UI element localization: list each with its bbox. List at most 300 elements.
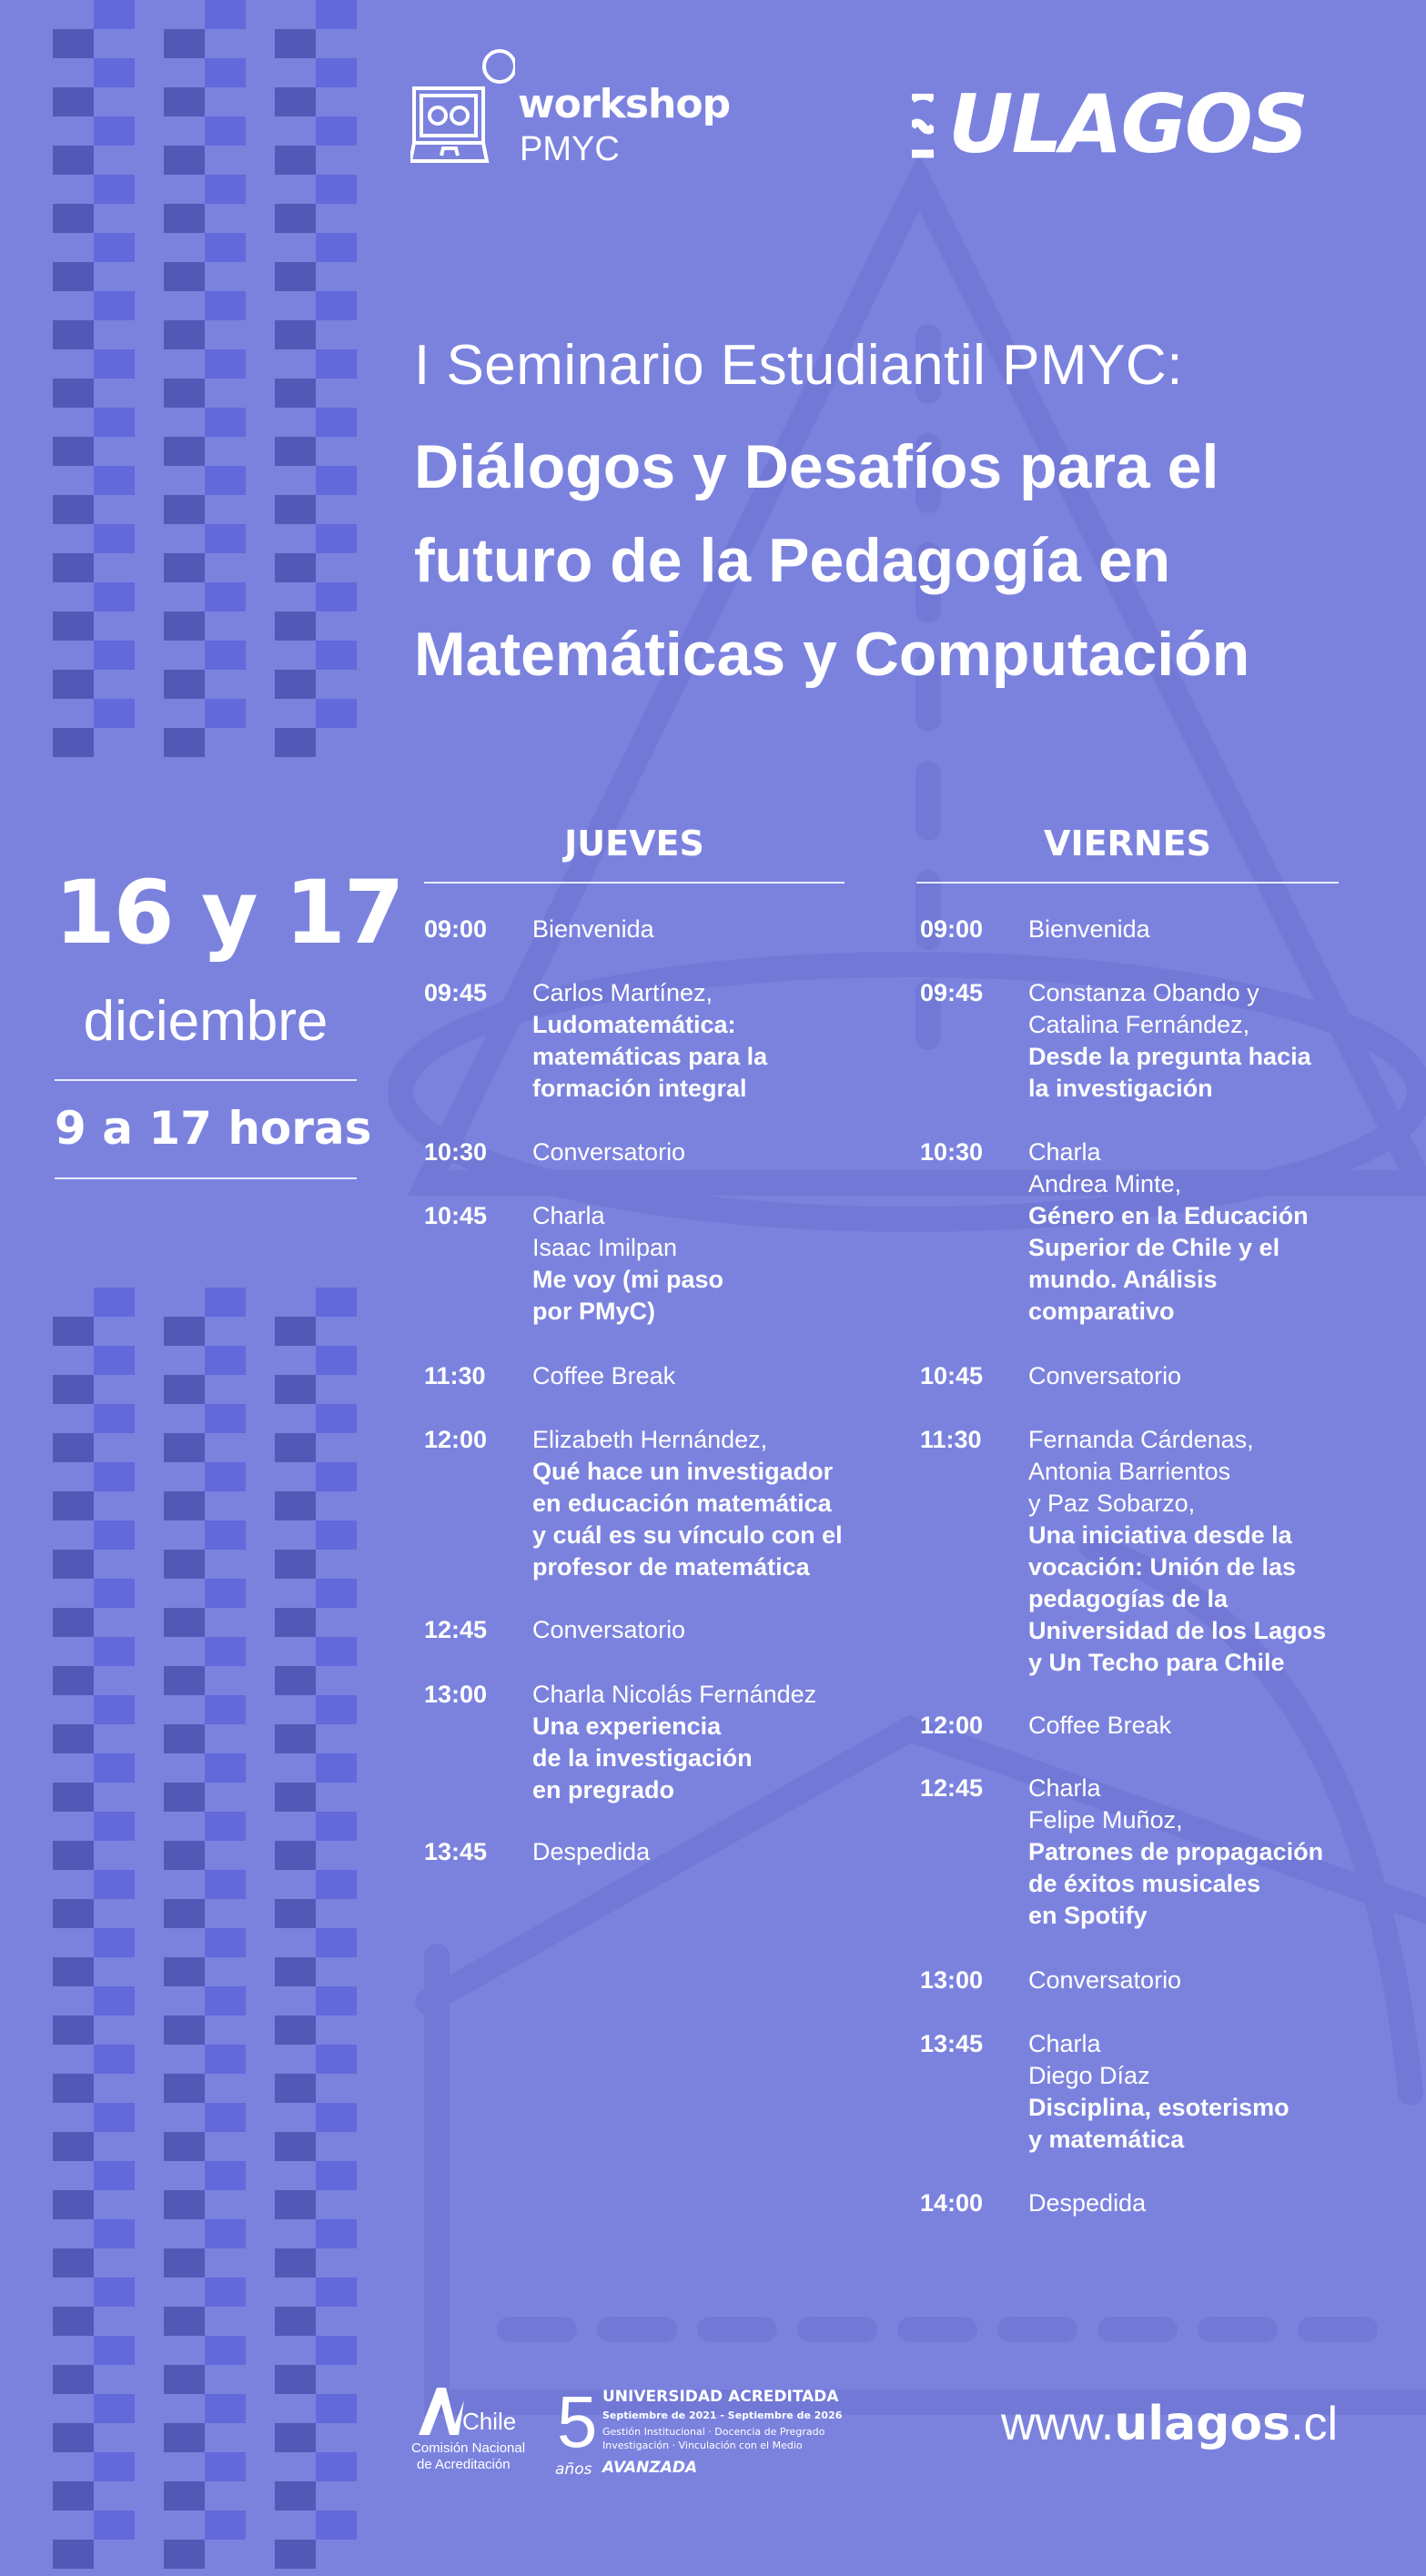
pattern-block [316,116,357,146]
talk-title-line: y cuál es su vínculo con el [532,1521,843,1549]
pattern-block [275,1491,316,1520]
pattern-block [275,2074,316,2103]
pattern-block [316,641,357,670]
pattern-block [316,466,357,495]
pattern-block [205,699,246,728]
pattern-block [53,553,94,582]
pattern-block [164,2015,205,2045]
pattern-block [53,1608,94,1637]
talk-title-line: comparativo [1028,1298,1175,1325]
pattern-block [164,262,205,291]
talk-title-line: Una iniciativa desde la [1028,1521,1292,1549]
pattern-block [316,1695,357,1724]
pattern-block [316,1986,357,2015]
talk-title-line: Ludomatemática: [532,1011,736,1038]
pattern-block [205,466,246,495]
website-link[interactable] [1001,2397,1338,2451]
pattern-block [275,2015,316,2045]
pattern-block [94,1346,135,1375]
sunburst-icon [484,51,515,82]
pattern-block [275,146,316,175]
pattern-block [205,2510,246,2540]
pattern-block [164,2540,205,2569]
schedule-time: 10:30 [920,1138,984,1166]
schedule-time: 10:45 [920,1362,984,1389]
pattern-block [205,1928,246,1957]
schedule-time: 12:00 [920,1712,984,1739]
talk-title-line: de éxitos musicales [1028,1870,1261,1897]
pattern-block [275,204,316,233]
day-header-viernes: VIERNES [1044,823,1211,864]
talk-title-line: vocación: Unión de las [1028,1553,1297,1581]
url-prefix: www. [1001,2398,1115,2450]
divider [55,1079,357,1081]
pattern-block [53,1666,94,1695]
pattern-block [205,175,246,204]
pattern-block [53,495,94,524]
pattern-block [205,1870,246,1899]
pattern-block [53,1957,94,1986]
talk-title-line: Una experiencia [532,1712,722,1740]
talk-title-line: Disciplina, esoterismo [1028,2094,1289,2121]
divider [916,882,1339,884]
schedule-description [532,1836,896,1868]
pattern-block [205,1404,246,1433]
pattern-block [164,1491,205,1520]
schedule-time: 11:30 [920,1426,982,1453]
pattern-block [205,1695,246,1724]
schedule-description [1028,2028,1392,2156]
pattern-block [94,408,135,437]
divider [424,882,844,884]
pattern-block [94,2336,135,2365]
pattern-block [275,2481,316,2510]
pattern-block [94,291,135,320]
speaker-line: Catalina Fernández, [1028,1011,1250,1038]
speaker-line: Bienvenida [1028,915,1150,943]
pattern-block [275,495,316,524]
pattern-block [94,2452,135,2481]
pattern-block [275,320,316,349]
speaker-line: Fernanda Cárdenas, [1028,1426,1254,1453]
pattern-block [94,2161,135,2190]
speaker-line: Constanza Obando y [1028,979,1259,1006]
pattern-block [164,670,205,699]
schedule-description [532,1424,896,1583]
pattern-block [164,1317,205,1346]
pattern-block [164,2481,205,2510]
schedule-time: 12:45 [920,1774,984,1802]
pattern-block [316,349,357,379]
pattern-block [53,1433,94,1462]
pattern-block [94,524,135,553]
pattern-block [205,1462,246,1491]
waves-icon [912,94,934,159]
pattern-block [275,2248,316,2278]
pattern-block [316,175,357,204]
speaker-line: Bienvenida [532,915,654,943]
pattern-block [205,349,246,379]
pattern-block [53,2015,94,2045]
pattern-block [164,2248,205,2278]
talk-title-line: Me voy (mi paso [532,1266,724,1293]
pattern-block [164,553,205,582]
pattern-block [94,1288,135,1317]
pattern-block [275,1724,316,1753]
pattern-block [205,2452,246,2481]
pattern-block [205,582,246,611]
schedule-description [532,1200,896,1328]
pattern-block [316,233,357,262]
url-suffix: .cl [1290,2398,1339,2450]
talk-title-line: Superior de Chile y el [1028,1234,1280,1261]
pattern-block [205,2394,246,2423]
pattern-block [164,1550,205,1579]
pattern-block [164,1608,205,1637]
speaker-line: Elizabeth Hernández, [532,1426,768,1453]
workshop-word: workshop [518,81,731,127]
talk-title-line: por PMyC) [532,1298,655,1325]
pattern-block [275,611,316,641]
pattern-block [316,2219,357,2248]
pattern-block [164,1375,205,1404]
schedule-time: 13:45 [920,2030,984,2057]
pattern-block [316,408,357,437]
pattern-block [316,2045,357,2074]
pattern-block [275,728,316,757]
pattern-block [164,1724,205,1753]
pattern-block [205,1288,246,1317]
pattern-block [275,1899,316,1928]
pattern-block [94,1753,135,1783]
workshop-logo [410,41,738,168]
talk-title-line: Qué hace un investigador [532,1458,834,1485]
schedule-description [532,1136,896,1168]
pattern-block [94,2394,135,2423]
acc-areas: Investigación · Vinculación con el Medio [602,2440,803,2451]
pattern-block [53,1724,94,1753]
schedule-description [532,1679,896,1806]
pattern-block [164,2074,205,2103]
pattern-block [164,1433,205,1462]
pattern-block [53,728,94,757]
schedule-time: 09:00 [424,915,488,943]
pattern-block [164,87,205,116]
speaker-line: Andrea Minte, [1028,1170,1182,1197]
pattern-block [275,1433,316,1462]
pattern-block [164,2423,205,2452]
pattern-block [53,2074,94,2103]
pattern-block [164,1899,205,1928]
schedule-description [532,977,896,1105]
pattern-block [164,2132,205,2161]
speaker-line: Despedida [1028,2189,1147,2217]
pattern-block [275,437,316,466]
pattern-block [316,2103,357,2132]
pattern-block [316,58,357,87]
day-header-jueves: JUEVES [564,823,704,864]
talk-title-line: en pregrado [532,1776,675,1803]
speaker-line: Carlos Martínez, [532,979,713,1006]
pattern-block [316,1579,357,1608]
pattern-block [94,2045,135,2074]
schedule-time: 12:00 [424,1426,488,1453]
speaker-line: Conversatorio [532,1138,686,1166]
pattern-block [205,641,246,670]
years-number: 5 [557,2381,598,2462]
pattern-block [53,1317,94,1346]
acc-period: Septiembre de 2021 - Septiembre de 2026 [602,2409,843,2421]
pattern-block [53,87,94,116]
pattern-block [275,2307,316,2336]
pattern-block [53,2423,94,2452]
pattern-block [316,1812,357,1841]
schedule-description [1028,1773,1392,1932]
title-line1: I Seminario Estudiantil PMYC: [414,334,1183,397]
pattern-block [316,2394,357,2423]
talk-title-line: Género en la Educación [1028,1202,1309,1229]
pattern-block [53,1550,94,1579]
schedule-description [1028,914,1392,945]
pattern-block [94,1520,135,1550]
pattern-block [316,291,357,320]
pattern-block [316,1637,357,1666]
speaker-line: Felipe Muñoz, [1028,1806,1183,1834]
pattern-block [53,146,94,175]
cna-name: Comisión Nacional [411,2440,526,2456]
pattern-block [164,2365,205,2394]
pattern-block [164,728,205,757]
pattern-block [94,1928,135,1957]
talk-title-line: profesor de matemática [532,1553,810,1581]
divider [55,1177,357,1179]
decorative-pattern-bottom [53,1288,358,2576]
schedule-description [1028,1136,1392,1328]
title-line: futuro de la Pedagogía en [414,526,1171,595]
pattern-block [316,1753,357,1783]
pattern-block [53,1491,94,1520]
schedule-description [1028,1710,1392,1742]
schedule-description [532,914,896,945]
speaker-line: Charla [1028,2030,1101,2057]
pattern-block [275,2540,316,2569]
pattern-block [164,320,205,349]
event-days: 16 y 17 [55,862,403,964]
speaker-line: Conversatorio [1028,1966,1182,1994]
pattern-block [316,699,357,728]
pattern-block [94,116,135,146]
talk-title-line: pedagogías de la [1028,1585,1229,1612]
pattern-block [275,2365,316,2394]
speaker-line: Charla Nicolás Fernández [532,1681,817,1708]
pattern-block [94,466,135,495]
schedule-description [1028,977,1392,1105]
talk-title-line: en educación matemática [532,1490,832,1517]
pattern-block [205,2278,246,2307]
pattern-block [53,1899,94,1928]
pattern-block [94,2219,135,2248]
schedule-time: 09:45 [920,979,984,1006]
pattern-block [53,262,94,291]
pattern-block [205,2161,246,2190]
pattern-block [316,1462,357,1491]
pattern-block [275,1550,316,1579]
speaker-line: Despedida [532,1838,651,1865]
pattern-block [164,1841,205,1870]
pattern-block [53,29,94,58]
talk-title-line: Universidad de los Lagos [1028,1617,1327,1644]
brand-name: ULAGOS [948,77,1308,171]
acc-areas: Gestión Institucional · Docencia de Pregrado [602,2426,825,2438]
pattern-block [94,1695,135,1724]
pattern-block [94,175,135,204]
pattern-block [94,1462,135,1491]
schedule-time: 11:30 [424,1362,486,1389]
pattern-block [53,1375,94,1404]
schedule-time: 12:45 [424,1616,488,1643]
pattern-block [53,437,94,466]
talk-title-line: de la investigación [532,1744,753,1772]
schedule-description [1028,2187,1392,2219]
talk-title-line: Patrones de propagación [1028,1838,1324,1865]
pattern-block [164,437,205,466]
pattern-block [316,524,357,553]
pattern-block [316,0,357,29]
pattern-block [275,262,316,291]
talk-title-line: en Spotify [1028,1902,1148,1929]
pattern-block [164,1783,205,1812]
pattern-block [53,2540,94,2569]
pattern-block [53,2132,94,2161]
pattern-block [94,582,135,611]
pattern-block [94,1986,135,2015]
speaker-line: Conversatorio [1028,1362,1182,1389]
pattern-block [53,1783,94,1812]
pattern-block [94,641,135,670]
speaker-line: y Paz Sobarzo, [1028,1490,1196,1517]
acc-level: AVANZADA [602,2459,698,2477]
pattern-block [164,2307,205,2336]
pattern-block [205,2103,246,2132]
schedule-time: 10:30 [424,1138,488,1166]
pattern-block [275,1317,316,1346]
pattern-block [205,1520,246,1550]
talk-title-line: formación integral [532,1075,747,1102]
pattern-block [53,611,94,641]
pattern-block [164,204,205,233]
pattern-block [205,2219,246,2248]
pattern-block [205,408,246,437]
pattern-block [205,58,246,87]
pattern-block [53,2248,94,2278]
title-main [414,420,1415,702]
pattern-block [316,2336,357,2365]
talk-title-line: la investigación [1028,1075,1213,1102]
pattern-block [53,1841,94,1870]
pattern-block [205,1346,246,1375]
pattern-block [316,2452,357,2481]
pattern-block [316,1404,357,1433]
pattern-block [53,379,94,408]
pattern-block [205,1753,246,1783]
pattern-block [205,1812,246,1841]
talk-title-line: mundo. Análisis [1028,1266,1218,1293]
pattern-block [316,1870,357,1899]
pattern-block [53,670,94,699]
pattern-block [94,1404,135,1433]
pattern-block [53,204,94,233]
workshop-sub: PMYC [520,130,620,168]
pattern-block [275,553,316,582]
cna-logo [411,2384,539,2475]
pattern-block [316,2510,357,2540]
pattern-block [94,349,135,379]
schedule-description [532,1614,896,1646]
pattern-block [94,1870,135,1899]
speaker-line: Charla [532,1202,605,1229]
title-line: Matemáticas y Computación [414,620,1250,689]
pattern-block [316,582,357,611]
schedule-time: 10:45 [424,1202,488,1229]
cna-name: de Acreditación [417,2457,511,2472]
pattern-block [53,2307,94,2336]
pattern-block [94,699,135,728]
schedule-time: 13:45 [424,1838,488,1865]
pattern-block [316,2161,357,2190]
event-hours: 9 a 17 horas [55,1102,372,1155]
talk-title-line: y matemática [1028,2126,1185,2153]
pattern-block [164,611,205,641]
cna-mark-text: Chile [462,2408,517,2435]
pattern-block [275,2190,316,2219]
speaker-line: Diego Díaz [1028,2062,1150,2089]
speaker-line: Charla [1028,1138,1101,1166]
pattern-block [205,291,246,320]
cna-mark-icon [419,2388,464,2435]
pattern-block [316,1346,357,1375]
pattern-block [275,1957,316,1986]
pattern-block [316,1928,357,1957]
schedule-description [1028,1360,1392,1392]
pattern-block [94,2103,135,2132]
pattern-block [275,1375,316,1404]
schedule-description [532,1360,896,1392]
pattern-block [205,2045,246,2074]
pattern-block [275,670,316,699]
pattern-block [205,524,246,553]
pattern-block [275,2423,316,2452]
pattern-block [94,0,135,29]
pattern-block [316,2278,357,2307]
pattern-block [275,87,316,116]
url-main: ulagos [1114,2397,1291,2451]
pattern-block [94,233,135,262]
schedule-time: 13:00 [920,1966,984,1994]
pattern-block [94,2510,135,2540]
schedule-time: 09:45 [424,979,488,1006]
pattern-block [205,1579,246,1608]
speaker-line: Antonia Barrientos [1028,1458,1231,1485]
pattern-block [94,58,135,87]
speaker-line: Charla [1028,1774,1101,1802]
schedule-description [1028,1424,1392,1679]
pattern-block [205,1637,246,1666]
pattern-block [275,1841,316,1870]
pattern-block [275,1783,316,1812]
pattern-block [94,1637,135,1666]
pattern-block [53,2481,94,2510]
pattern-block [275,379,316,408]
